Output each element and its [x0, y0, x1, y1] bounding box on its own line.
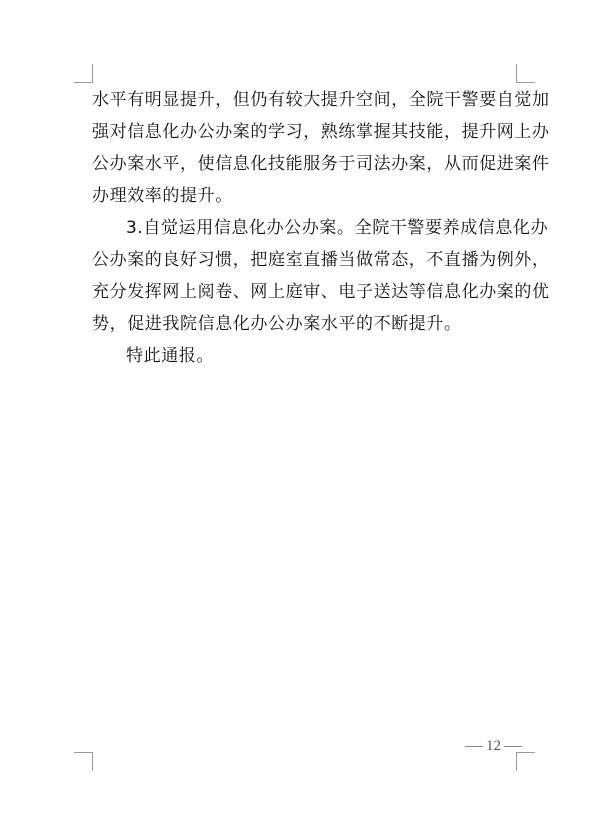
closing-line: 特此通报。 [126, 346, 214, 366]
paragraph-line: 办理效率的提升。 [92, 186, 233, 206]
paragraph-line: 水平有明显提升，但仍有较大提升空间，全院干警要自觉加 [92, 90, 550, 110]
footer-dash-right [504, 746, 522, 747]
paragraph-line: 3.自觉运用信息化办公办案。全院干警要养成信息化办 [126, 218, 549, 238]
paragraph-line: 势，促进我院信息化办公办案水平的不断提升。 [92, 314, 462, 334]
page-number: 12 [486, 737, 501, 754]
paragraph-line: 充分发挥网上阅卷、网上庭审、电子送达等信息化办案的优 [92, 282, 550, 302]
paragraph-line: 强对信息化办公办案的学习，熟练掌握其技能，提升网上办 [92, 122, 550, 142]
document-body [92, 84, 550, 372]
paragraph-line: 公办案水平，使信息化技能服务于司法办案，从而促进案件 [92, 154, 550, 174]
footer-dash-left [465, 746, 483, 747]
crop-mark-top-left [74, 64, 93, 83]
page-footer [462, 736, 525, 756]
paragraph-line: 公办案的良好习惯，把庭室直播当做常态，不直播为例外， [92, 250, 550, 270]
crop-mark-top-right [516, 64, 535, 83]
crop-mark-bottom-left [74, 752, 93, 771]
